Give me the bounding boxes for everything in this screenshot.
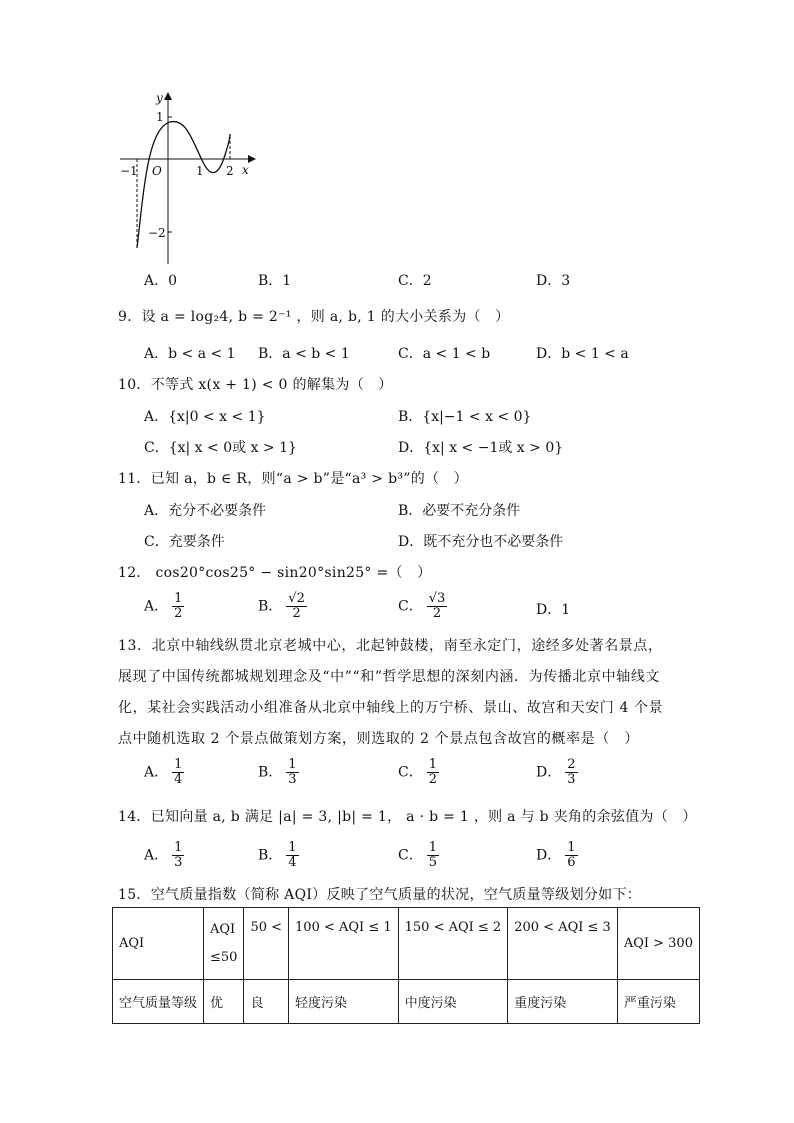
tick-y-neg2: −2 bbox=[148, 226, 166, 240]
fraction: $\frac{1}{3}$ bbox=[174, 840, 183, 870]
q13-option-b: B． $\frac{1}{3}$ bbox=[258, 757, 297, 787]
tick-x-neg1: −1 bbox=[120, 164, 138, 178]
fraction: $\frac{1}{4}$ bbox=[288, 840, 297, 870]
q14-option-b: B． $\frac{1}{4}$ bbox=[258, 840, 297, 870]
table-cell: 中度污染 bbox=[398, 980, 508, 1024]
fraction: $\frac{√3}{2}$ bbox=[428, 591, 446, 621]
table-cell: 轻度污染 bbox=[289, 980, 399, 1024]
x-axis-label: x bbox=[242, 163, 249, 177]
fraction: $\frac{1}{2}$ bbox=[174, 591, 183, 621]
table-row bbox=[113, 908, 700, 980]
q14-option-c: C． $\frac{1}{5}$ bbox=[398, 840, 437, 870]
q12-option-c: C． $\frac{√3}{2}$ bbox=[398, 591, 446, 621]
q14-stem: 14．已知向量 a, b 满足 |a| = 3, |b| = 1， a · b = 1 ，则 a 与 b 夹角的余弦值为（ ） bbox=[118, 809, 697, 825]
q14-option-d: D． $\frac{1}{6}$ bbox=[536, 840, 576, 870]
q10-stem: 10．不等式 x(x + 1) < 0 的解集为（ ） bbox=[118, 377, 393, 393]
function-graph bbox=[118, 88, 268, 268]
fraction: $\frac{2}{3}$ bbox=[567, 757, 576, 787]
table-cell: 良 bbox=[244, 980, 289, 1024]
table-cell: 100 < AQI ≤ 1 bbox=[289, 908, 399, 980]
q11-option-c: C．充要条件 bbox=[144, 534, 225, 550]
table-cell: 200 < AQI ≤ 3 bbox=[508, 908, 618, 980]
fraction: $\frac{1}{5}$ bbox=[428, 840, 437, 870]
table-cell: AQI ≤50 bbox=[204, 908, 244, 980]
q13-option-d: D． $\frac{2}{3}$ bbox=[536, 757, 576, 787]
table-cell: 重度污染 bbox=[508, 980, 618, 1024]
q12-option-d: D．1 bbox=[536, 602, 571, 618]
tick-x-2: 2 bbox=[226, 164, 234, 178]
q8-option-c: C．2 bbox=[398, 273, 432, 289]
q10-option-d: D．{x| x < −1或 x > 0} bbox=[398, 440, 564, 456]
q11-option-d: D．既不充分也不必要条件 bbox=[398, 534, 564, 550]
aqi-table bbox=[112, 907, 700, 1024]
q15-stem: 15．空气质量指数（简称 AQI）反映了空气质量的状况，空气质量等级划分如下： bbox=[118, 887, 642, 903]
table-cell: 空气质量等级 bbox=[113, 980, 204, 1024]
q8-option-a: A．0 bbox=[144, 273, 178, 289]
q9-option-b: B．a < b < 1 bbox=[258, 346, 350, 362]
q13-option-a: A． $\frac{1}{4}$ bbox=[144, 757, 183, 787]
q11-option-a: A．充分不必要条件 bbox=[144, 503, 267, 519]
q11-stem: 11．已知 a，b ∈ R，则“a > b”是“a³ > b³”的（ ） bbox=[118, 471, 468, 487]
q13-stem: 13．北京中轴线纵贯北京老城中心，北起钟鼓楼，南至永定门，途经多处著名景点，展现了中国传统都城规划理念及“中”“和”哲学思想的深刻内涵．为传播北京中轴线文化，某社会实践活动小组准备从北京中轴线上的万宁桥、景山、故宫和天安门 4 个景点中随机选取 2 个景点做策划方案，则选取的 2 个景点包含故宫的概率是（ ） bbox=[118, 638, 664, 747]
q12-stem: 12． cos20°cos25° − sin20°sin25° =（ ） bbox=[118, 565, 432, 581]
x-axis-arrow bbox=[248, 155, 256, 163]
q9-option-c: C．a < 1 < b bbox=[398, 346, 491, 362]
table-cell: 150 < AQI ≤ 2 bbox=[398, 908, 508, 980]
q9-option-a: A．b < a < 1 bbox=[144, 346, 236, 362]
q8-option-b: B．1 bbox=[258, 273, 292, 289]
table-cell: 优 bbox=[204, 980, 244, 1024]
tick-y-1: 1 bbox=[156, 110, 164, 124]
fraction: $\frac{1}{4}$ bbox=[174, 757, 183, 787]
table-cell: 严重污染 bbox=[617, 980, 699, 1024]
q10-option-a: A．{x|0 < x < 1} bbox=[144, 409, 266, 425]
fraction: $\frac{1}{6}$ bbox=[567, 840, 576, 870]
fraction: $\frac{√2}{2}$ bbox=[288, 591, 305, 621]
q12-option-b: B． $\frac{√2}{2}$ bbox=[258, 591, 305, 621]
table-cell: AQI > 300 bbox=[617, 908, 699, 980]
q10-option-c: C．{x| x < 0或 x > 1} bbox=[144, 440, 297, 456]
table-row bbox=[113, 980, 700, 1024]
q14-option-a: A． $\frac{1}{3}$ bbox=[144, 840, 183, 870]
fraction: $\frac{1}{3}$ bbox=[288, 757, 297, 787]
origin-label: O bbox=[152, 164, 162, 178]
q9-option-d: D．b < 1 < a bbox=[536, 346, 629, 362]
y-axis-label: y bbox=[156, 91, 163, 105]
q10-option-b: B．{x|−1 < x < 0} bbox=[398, 409, 532, 425]
table-cell: 50 < bbox=[244, 908, 289, 980]
q9-stem: 9．设 a = log₂4, b = 2⁻¹ ，则 a, b, 1 的大小关系为（ ） bbox=[118, 309, 510, 325]
y-axis-arrow bbox=[164, 92, 172, 100]
fraction: $\frac{1}{2}$ bbox=[428, 757, 437, 787]
table-cell: AQI bbox=[113, 908, 204, 980]
q8-option-d: D．3 bbox=[536, 273, 571, 289]
q13-option-c: C． $\frac{1}{2}$ bbox=[398, 757, 437, 787]
q12-option-a: A． $\frac{1}{2}$ bbox=[144, 591, 183, 621]
tick-x-1: 1 bbox=[196, 164, 204, 178]
q11-option-b: B．必要不充分条件 bbox=[398, 503, 521, 519]
